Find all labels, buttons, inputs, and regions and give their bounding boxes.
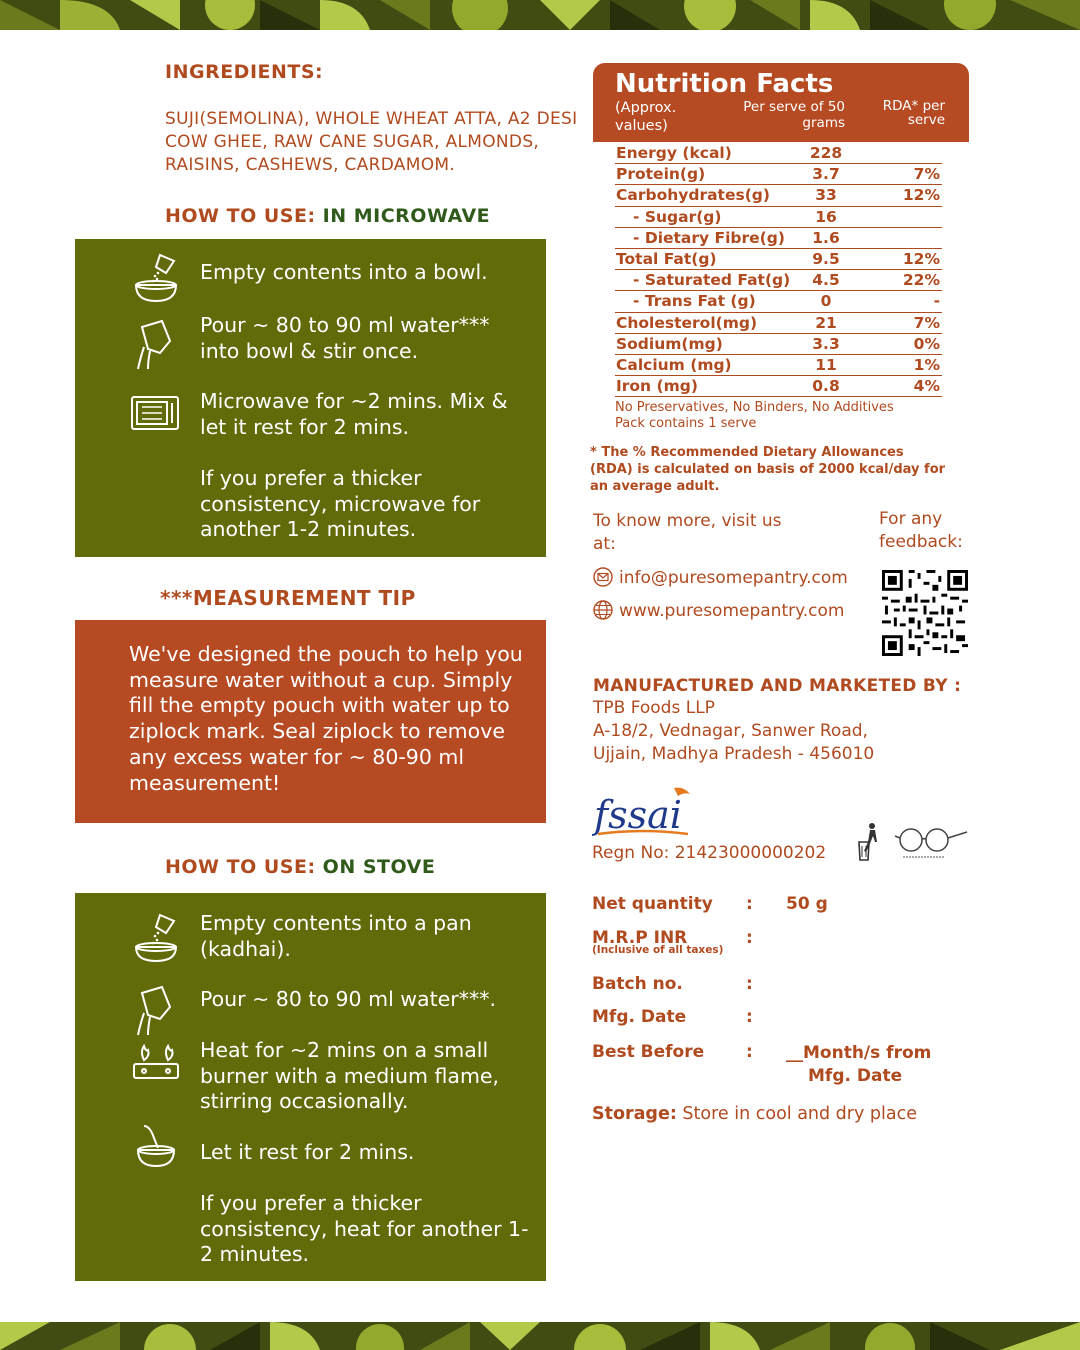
fssai-logo-text: fssai: [594, 793, 682, 837]
best-before-label: Best Before: [592, 1042, 705, 1062]
nutrient-name: - Dietary Fibre(g): [633, 228, 785, 247]
gas-stove-icon: [130, 1038, 182, 1090]
nutrient-value: 1.6: [812, 228, 840, 247]
globe-icon: [593, 600, 613, 620]
nutrient-rda: 0%: [913, 334, 940, 353]
mrp-label: M.R.P INR: [592, 928, 688, 948]
email-icon: [593, 567, 613, 587]
batch-label: Batch no.: [592, 974, 683, 994]
nutrition-row: [615, 376, 942, 397]
nutrient-name: Sodium(mg): [616, 334, 723, 353]
nutrient-rda: -: [933, 292, 940, 311]
ingredients-text: SUJI(SEMOLINA), WHOLE WHEAT ATTA, A2 DESI COW GHEE, RAW CANE SUGAR, ALMONDS, RAISINS, CASHEWS, CARDAMOM.: [165, 109, 578, 175]
nutrition-note: [615, 400, 894, 432]
microwave-instructions-box: [75, 239, 546, 557]
microwave-step-text: If you prefer a thicker consistency, microwave for another 1-2 minutes.: [200, 466, 481, 541]
nutrient-value: 3.3: [812, 334, 840, 353]
colon: :: [746, 1042, 753, 1062]
nutrient-name: Total Fat(g): [616, 249, 717, 268]
nutrition-table: [615, 143, 942, 397]
nutrient-name: - Saturated Fat(g): [633, 271, 791, 290]
nutrient-rda: 12%: [902, 186, 940, 205]
colon: :: [746, 1007, 753, 1027]
net-quantity-value: 50 g: [786, 894, 828, 914]
swachh-bharat-glasses-icon: [893, 826, 971, 862]
microwave-title-prefix: HOW TO USE:: [165, 205, 316, 227]
nutrition-rda-header: RDA* per serve: [882, 98, 945, 128]
nutrition-row: [615, 164, 942, 185]
nutrient-name: Calcium (mg): [616, 355, 732, 374]
nutrient-name: Protein(g): [616, 165, 706, 184]
stove-title-suffix: ON STOVE: [322, 856, 436, 878]
net-quantity-row: [592, 894, 828, 914]
colon: :: [746, 928, 753, 948]
batch-row: [592, 974, 753, 994]
nutrition-row: [615, 270, 942, 291]
nutrition-row: [615, 334, 942, 355]
best-before-line: __Month/s from: [786, 1043, 932, 1063]
fssai-logo: [592, 784, 702, 840]
pour-powder-bowl-icon: [130, 251, 182, 303]
mrp-tax-note: (Inclusive of all taxes): [592, 944, 724, 956]
stove-title-prefix: HOW TO USE:: [165, 856, 316, 878]
dispose-bin-icon: [855, 822, 887, 862]
measurement-tip-title: ***MEASUREMENT TIP: [160, 586, 416, 610]
nutrient-value: 228: [809, 144, 843, 162]
nutrient-value: 21: [815, 313, 837, 332]
pour-powder-pan-icon: [130, 911, 182, 963]
top-pattern-band: [0, 0, 1080, 30]
nutrition-row: [615, 249, 942, 270]
mfg-date-label: Mfg. Date: [592, 1007, 687, 1027]
colon: :: [746, 894, 753, 914]
nutrient-name: Energy (kcal): [616, 144, 732, 162]
stove-step-text: Empty contents into a pan (kadhai).: [200, 911, 472, 961]
manufacturer-name: TPB Foods LLP: [593, 698, 715, 718]
stove-step-text: If you prefer a thicker consistency, heat for another 1-2 minutes.: [200, 1191, 529, 1266]
microwave-title: [165, 205, 490, 227]
rda-footnote: * The % Recommended Dietary Allowances (RDA) is calculated on basis of 2000 kcal/day for an average adult.: [590, 445, 946, 494]
storage-value: Store in cool and dry place: [682, 1104, 917, 1124]
nutrient-rda: 4%: [913, 377, 940, 396]
ingredients-title: INGREDIENTS:: [165, 61, 324, 83]
stirring-bowl-icon: [130, 1118, 182, 1170]
measurement-tip-text: We've designed the pouch to help you measure water without a cup. Simply fill the empty pouch with water up to ziplock mark. Seal ziplock to remove any excess water for ~ 80-90 ml measurement!: [129, 642, 523, 795]
website-link[interactable]: www.puresomepantry.com: [619, 601, 845, 621]
microwave-step-text: Empty contents into a bowl.: [200, 260, 488, 284]
nutrient-name: Iron (mg): [616, 377, 698, 396]
nutrient-name: - Sugar(g): [633, 207, 722, 226]
nutrition-row: [615, 207, 942, 228]
microwave-title-suffix: IN MICROWAVE: [322, 205, 491, 227]
nutrient-name: - Trans Fat (g): [633, 292, 756, 311]
stove-step-text: Heat for ~2 mins on a small burner with a medium flame, stirring occasionally.: [200, 1038, 500, 1113]
manufacturer-address-line: A-18/2, Vednagar, Sanwer Road,: [593, 721, 868, 741]
best-before-row: [592, 1042, 932, 1086]
storage-label: Storage:: [592, 1104, 677, 1124]
microwave-step-text: Pour ~ 80 to 90 ml water*** into bowl & stir once.: [200, 313, 490, 363]
nutrition-row: [615, 143, 942, 164]
email-row[interactable]: [593, 567, 848, 588]
stove-title: [165, 856, 435, 878]
measurement-tip-box: [75, 620, 546, 823]
nutrition-header: [593, 63, 969, 142]
nutrient-value: 33: [815, 186, 837, 205]
nutrient-value: 4.5: [812, 271, 840, 290]
pour-water-pouch-icon: [130, 985, 182, 1037]
feedback-label: For any feedback:: [879, 509, 963, 552]
nutrient-rda: 12%: [902, 249, 940, 268]
stove-instructions-box: [75, 893, 546, 1281]
manufacturer-title: MANUFACTURED AND MARKETED BY :: [593, 676, 962, 696]
website-row[interactable]: [593, 600, 844, 621]
nutrient-value: 16: [815, 207, 837, 226]
nutrient-value: 11: [815, 355, 837, 374]
stove-step-text: Let it rest for 2 mins.: [200, 1140, 415, 1164]
nutrition-row: [615, 185, 942, 206]
fssai-registration: Regn No: 21423000000202: [592, 843, 827, 863]
manufacturer-address: [593, 697, 953, 766]
net-quantity-label: Net quantity: [592, 894, 713, 914]
nutrient-rda: 7%: [913, 313, 940, 332]
nutrition-row: [615, 291, 942, 312]
nutrient-rda: 22%: [902, 271, 940, 290]
nutrition-row: [615, 355, 942, 376]
nutrient-rda: 1%: [913, 355, 940, 374]
nutrition-row: [615, 228, 942, 249]
mrp-row: [592, 928, 753, 956]
manufacturer-address-line: Ujjain, Madhya Pradesh - 456010: [593, 744, 875, 764]
nutrient-value: 0.8: [812, 377, 840, 396]
nutrition-note-line: No Preservatives, No Binders, No Additives: [615, 400, 894, 415]
nutrient-value: 0: [820, 292, 832, 311]
microwave-icon: [130, 389, 182, 441]
nutrient-value: 3.7: [812, 165, 840, 184]
colon: :: [746, 974, 753, 994]
qr-code-icon[interactable]: [882, 570, 968, 656]
storage-instructions: [592, 1104, 917, 1124]
pour-water-pouch-icon: [130, 319, 182, 371]
nutrition-note-line: Pack contains 1 serve: [615, 416, 757, 431]
best-before-value: [786, 1042, 931, 1088]
best-before-line: Mfg. Date: [808, 1066, 903, 1086]
nutrition-row: [615, 313, 942, 334]
nutrition-serve-header: Per serve of 50 grams: [743, 99, 845, 131]
bottom-pattern-band: [0, 1322, 1080, 1350]
nutrient-rda: 7%: [913, 165, 940, 184]
email-link[interactable]: info@puresomepantry.com: [619, 568, 848, 588]
microwave-step-text: Microwave for ~2 mins. Mix & let it rest for 2 mins.: [200, 389, 508, 439]
nutrient-name: Cholesterol(mg): [616, 313, 758, 332]
stove-step-text: Pour ~ 80 to 90 ml water***.: [200, 987, 496, 1011]
nutrition-approx-label: (Approx. values): [615, 100, 677, 134]
know-more-label: To know more, visit us at:: [593, 511, 782, 554]
nutrition-title: Nutrition Facts: [615, 69, 834, 99]
mfg-date-row: [592, 1007, 753, 1027]
nutrient-name: Carbohydrates(g): [616, 186, 770, 205]
nutrient-value: 9.5: [812, 249, 840, 268]
